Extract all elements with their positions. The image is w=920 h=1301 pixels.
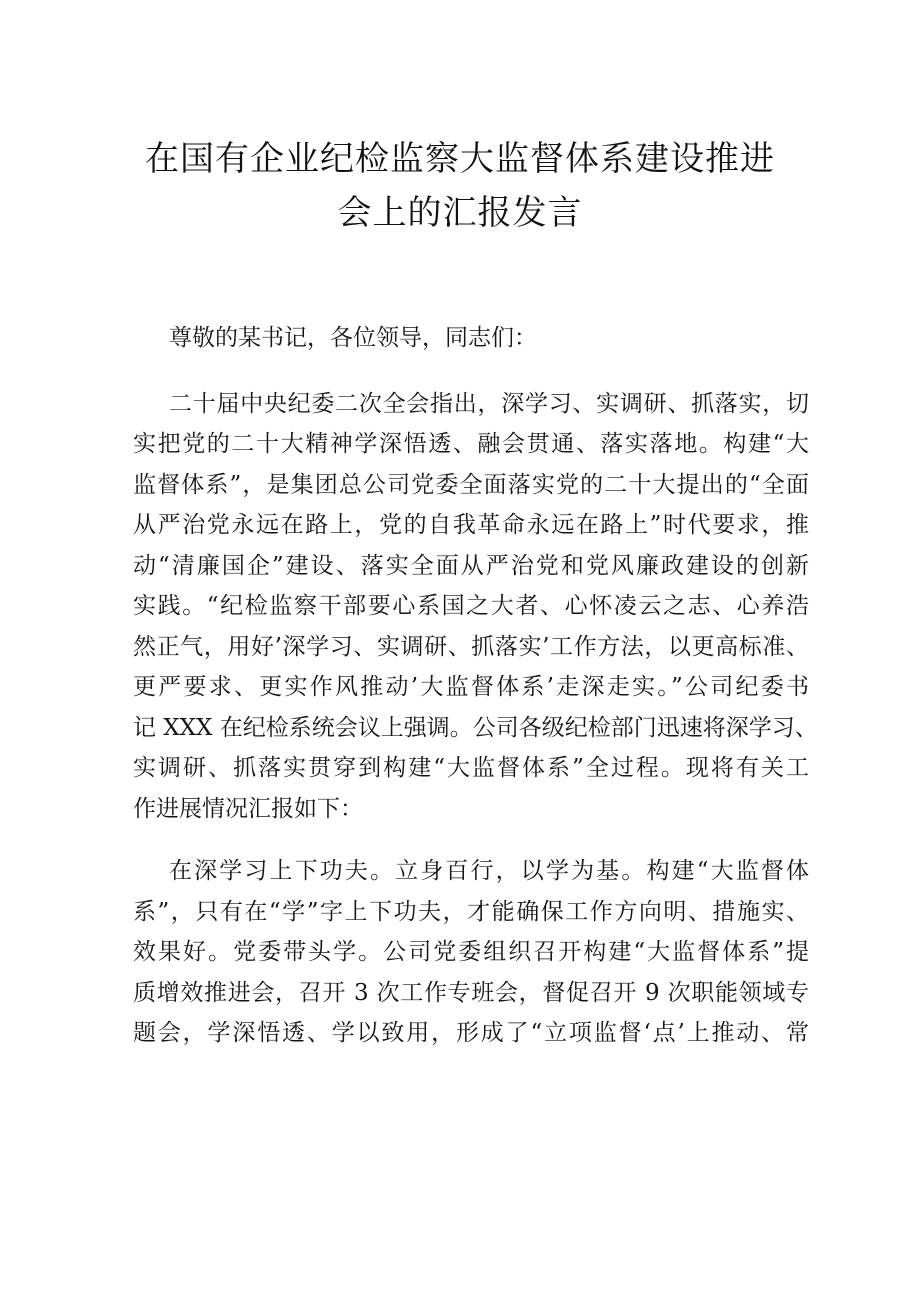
document-body [133,318,818,1076]
paragraph-line: 监督体系”，是集团总公司党委全面落实党的二十大提出的“全面 [133,471,809,498]
paragraph-line: 系”，只有在“学”字上下功夫，才能确保工作方向明、措施实、 [133,898,809,925]
paragraph-line: 题会，学深悟透、学以致用，形成了“立项监督‘点’上推动、常 [133,1020,809,1046]
title-line-2: 会上的汇报发言 [337,193,583,233]
paragraph-line: 动“清廉国企”建设、落实全面从严治党和党风廉政建设的创新 [133,552,809,579]
paragraph-line: 实践。“纪检监察干部要心系国之大者、心怀凌云之志、心养浩 [133,593,809,619]
paragraph-line: 效果好。党委带头学。公司党委组织召开构建“大监督体系”提 [133,939,809,965]
salutation [133,318,809,359]
paragraph-line: 在深学习上下功夫。立身百行，以学为基。构建“大监督体 [169,858,809,884]
paragraph-1 [133,384,818,830]
paragraph-line: 质增效推进会，召开 3 次工作专班会，督促召开 9 次职能领域专 [133,979,809,1006]
paragraph-2 [133,851,809,1054]
paragraph-line: 从严治党永远在路上，党的自我革命永远在路上”时代要求，推 [133,512,809,538]
paragraph-line: 更严要求、更实作风推动’大监督体系’走深走实。”公司纪委书 [133,674,809,700]
paragraph-line: 作进展情况汇报如下： [133,795,363,822]
paragraph-line: 二十届中央纪委二次全会指出，深学习、实调研、抓落实，切 [169,390,809,417]
paragraph-line: 实调研、抓落实贯穿到构建“大监督体系”全过程。现将有关工 [133,755,809,781]
paragraph-line: 实把党的二十大精神学深悟透、融会贯通、落实落地。构建“大 [133,431,809,457]
salutation-text: 尊敬的某书记，各位领导，同志们： [169,325,537,351]
paragraph-line: 然正气，用好’深学习、实调研、抓落实’工作方法，以更高标准、 [133,633,809,660]
document-title [120,132,800,240]
paragraph-line: 记 XXX 在纪检系统会议上强调。公司各级纪检部门迅速将深学习、 [133,714,818,741]
title-line-1: 在国有企业纪检监察大监督体系建设推进 [145,139,775,179]
